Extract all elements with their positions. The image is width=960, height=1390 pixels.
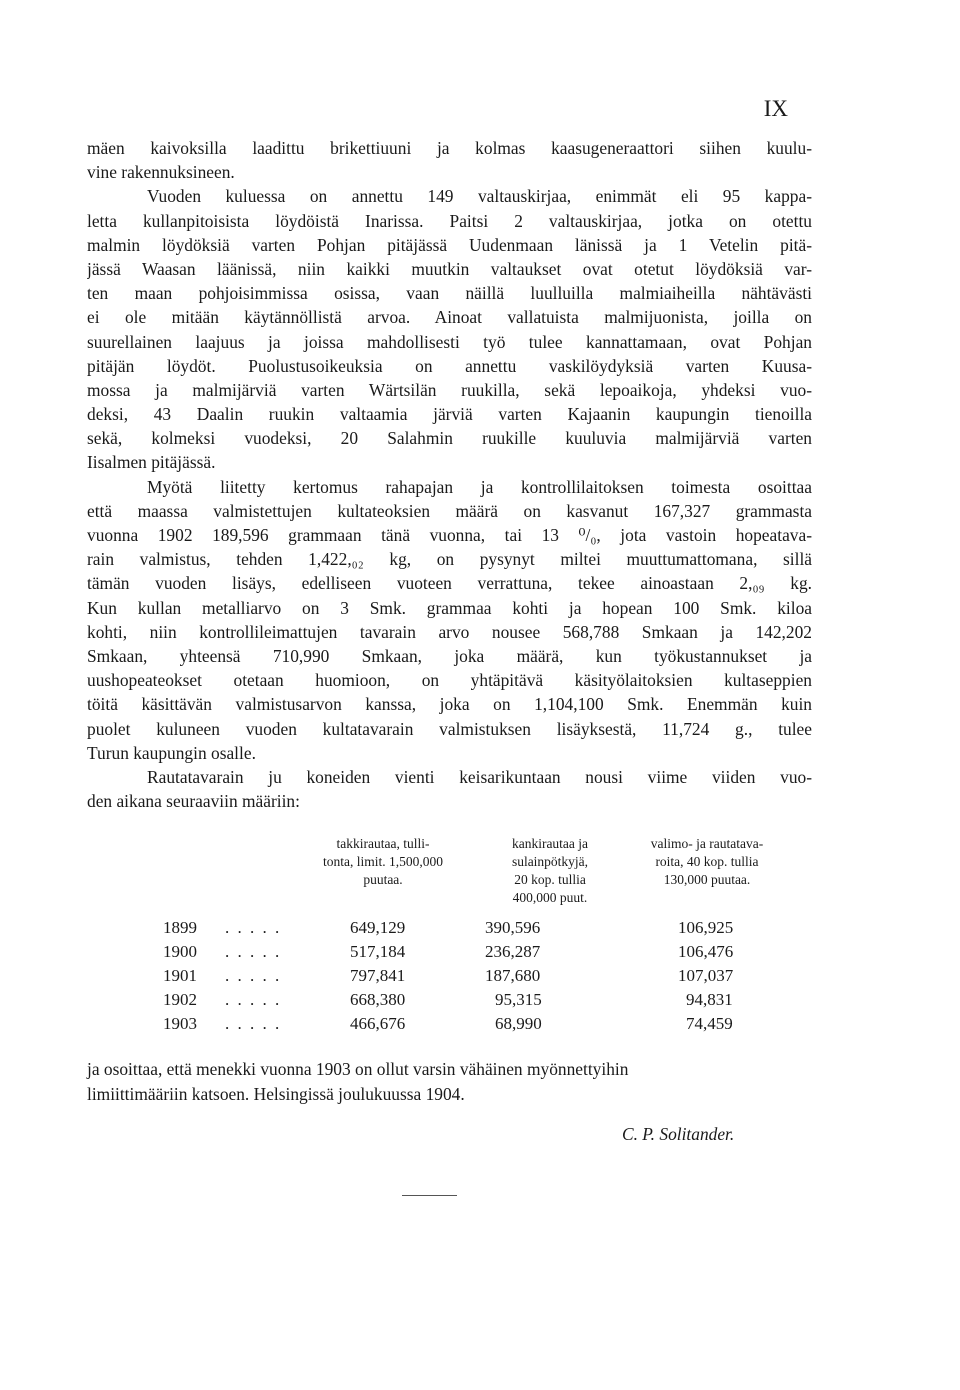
header-line: tonta, limit. 1,500,000: [323, 854, 443, 869]
value-cell: 107,037: [678, 966, 734, 985]
leader-dots: . . . . .: [225, 990, 282, 1009]
year-cell: 1900: [163, 942, 197, 961]
text-line: Kun kullan metalliarvo on 3 Smk. grammaa kohti ja hopean 100 Smk. kiloa: [87, 597, 812, 618]
text-line: ja osoittaa, että menekki vuonna 1903 on ollut varsin vähäinen myönnettyihin: [87, 1059, 629, 1079]
text-line: Smkaan, yhteensä 710,990 Smkaan, joka määrä, kun työkustannukset ja: [87, 645, 812, 666]
text-line: Rautatavarain ju koneiden vienti keisarikuntaan nousi viime viiden vuo-: [147, 766, 812, 787]
value-cell: 74,459: [686, 1014, 733, 1033]
text-line: ei ole mitään käytännöllistä arvoa. Ainoat vallatuista malmijuonista, joilla on: [87, 307, 812, 328]
text-line: mäen kaivoksilla laadittu brikettiuuni ja kolmas kaasugeneraattori siihen kuulu-: [87, 138, 812, 158]
header-line: sulainpötkyjä,: [511, 854, 589, 869]
text-line: limiittimääriin katsoen. Helsingissä joulukuussa 1904.: [87, 1084, 465, 1104]
value-cell: 466,676: [350, 1014, 406, 1033]
page-number: IX: [763, 96, 788, 121]
header-line: roita, 40 kop. tullia: [655, 854, 759, 869]
value-cell: 649,129: [350, 918, 406, 937]
text-line: vine rakennuksineen.: [87, 162, 235, 183]
header-line: kankirautaa ja: [511, 836, 589, 851]
paragraph: [87, 765, 812, 813]
text-line: den aikana seuraaviin määriin:: [87, 791, 300, 812]
year-cell: 1901: [163, 966, 197, 985]
text-line: malmin löydöksiä varten Pohjan pitäjässä Uudenmaan länissä ja 1 Vetelin pitä-: [87, 234, 812, 255]
header-line: 400,000 puut.: [512, 890, 588, 905]
text-line: uushopeateokset otetaan huomioon, on yhtäpitävä käsityölaitoksien kultaseppien: [87, 670, 812, 691]
text-line: sekä, kolmeksi vuodeksi, 20 Salahmin ruukille kuuluvia malmijärviä varten: [87, 428, 812, 449]
text-line: suurellainen laajuus ja joissa mahdollisesti työ tulee kannattamaan, ovat Pohjan: [87, 331, 812, 352]
value-cell: 94,831: [686, 990, 733, 1009]
value-cell: 106,476: [678, 942, 734, 961]
leader-dots: . . . . .: [225, 918, 282, 937]
value-cell: 68,990: [495, 1014, 542, 1033]
text-line: Iisalmen pitäjässä.: [87, 452, 216, 473]
value-cell: 106,925: [678, 918, 734, 937]
text-line: että maassa valmistettujen kultateoksien määrä on kasvanut 167,327 grammasta: [87, 500, 812, 521]
value-cell: 95,315: [495, 990, 542, 1009]
text-line: pitäjän löydöt. Puolustusoikeuksia on annettu vaskilöydyksiä varten Kuusa-: [87, 355, 812, 376]
text-line: rain valmistus, tehden 1,422,₀₂ kg, on pysynyt miltei muuttumattomana, sillä: [87, 549, 812, 570]
column-header-bar-iron: [480, 835, 620, 907]
end-rule: [402, 1195, 457, 1196]
header-line: valimo- ja rautatava-: [650, 836, 764, 851]
header-line: 20 kop. tullia: [514, 872, 586, 887]
closing-paragraph: [87, 1057, 812, 1107]
body-text: [87, 136, 812, 813]
text-line: kohti, niin kontrollileimattujen tavarain arvo nousee 568,788 Smkaan ja 142,202: [87, 621, 812, 642]
value-cell: 797,841: [350, 966, 406, 985]
column-header-pig-iron: [298, 835, 468, 889]
text-line: vuonna 1902 189,596 grammaan tänä vuonna, tai 13 ⁰/₀, jota vastoin hopeatava-: [87, 525, 812, 545]
value-cell: 187,680: [485, 966, 541, 985]
value-cell: 390,596: [485, 918, 541, 937]
leader-dots: . . . . .: [225, 942, 282, 961]
text-line: töitä käsittävän valmistusarvon kanssa, joka on 1,104,100 Smk. Enemmän kuin: [87, 694, 812, 715]
year-cell: 1903: [163, 1014, 197, 1033]
year-cell: 1899: [163, 918, 197, 937]
header-line: takkirautaa, tulli-: [336, 836, 430, 851]
paragraph: [87, 475, 812, 765]
text-line: letta kullanpitoisista löydöistä Inarissa. Paitsi 2 valtauskirjaa, jotka on otettu: [87, 210, 812, 231]
paragraph: [87, 184, 812, 474]
value-cell: 236,287: [485, 942, 541, 961]
text-line: Myötä liitetty kertomus rahapajan ja kontrollilaitoksen toimesta osoittaa: [147, 476, 812, 497]
text-line: jässä Waasan läänissä, niin kaikki muutkin valtaukset ovat otetut löydöksiä var-: [87, 258, 812, 279]
text-line: deksi, 43 Daalin ruukin valtaamia järviä varten Kajaanin kaupungin tienoilla: [87, 404, 812, 425]
leader-dots: . . . . .: [225, 966, 282, 985]
paragraph: [87, 136, 812, 184]
text-line: ten maan pohjoisimmissa osissa, vaan näillä luulluilla malmiaiheilla nähtävästi: [87, 283, 812, 304]
text-line: Turun kaupungin osalle.: [87, 742, 256, 763]
signature: C. P. Solitander.: [622, 1124, 735, 1144]
text-line: mossa ja malmijärviä varten Wärtsilän ruukilla, sekä lepoaikoja, yhdeksi vuo-: [87, 379, 812, 400]
text-line: tämän vuoden lisäys, edelliseen vuoteen verrattuna, tekee ainoastaan 2,₀₉ kg.: [87, 573, 812, 594]
value-cell: 668,380: [350, 990, 406, 1009]
value-cell: 517,184: [350, 942, 406, 961]
leader-dots: . . . . .: [225, 1014, 282, 1033]
text-line: puolet kuluneen vuoden kultatavarain valmistuksen lisäyksestä, 11,724 g., tulee: [87, 718, 812, 739]
year-cell: 1902: [163, 990, 197, 1009]
header-line: 130,000 puutaa.: [663, 872, 751, 887]
text-line: Vuoden kuluessa on annettu 149 valtauskirjaa, enimmät eli 95 kappa-: [147, 186, 812, 207]
column-header-castings: [622, 835, 792, 889]
header-line: puutaa.: [363, 872, 403, 887]
